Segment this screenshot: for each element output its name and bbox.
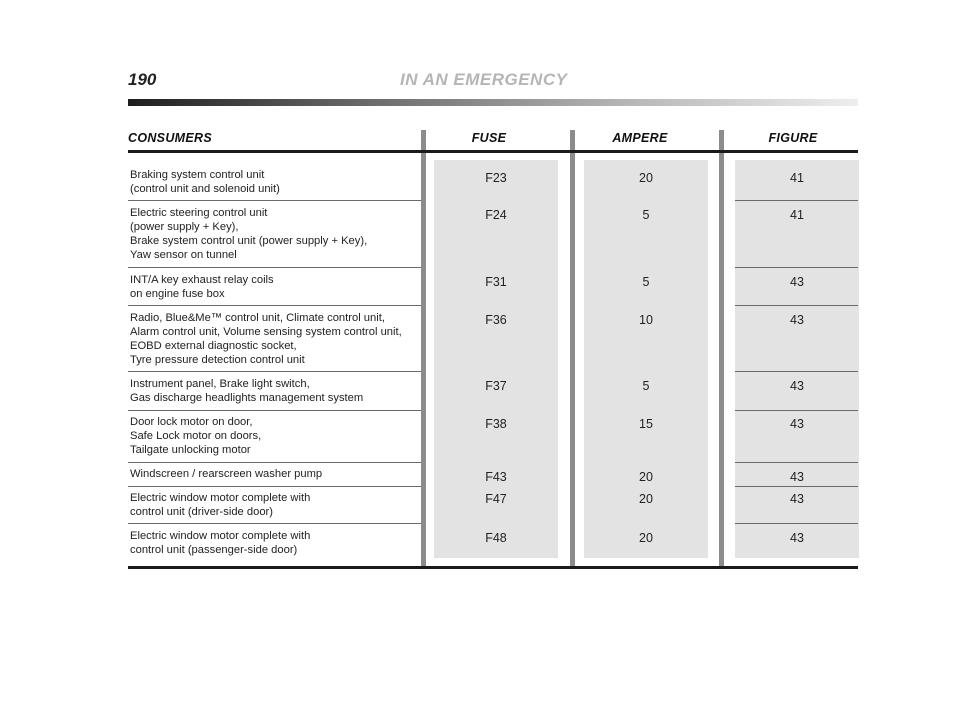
page-number: 190 xyxy=(128,70,157,89)
figure-cell: 41 xyxy=(790,208,804,222)
figure-cell: 43 xyxy=(790,531,804,545)
row-separator xyxy=(735,410,858,411)
fuse-cell: F47 xyxy=(485,492,507,506)
figure-cell: 43 xyxy=(790,379,804,393)
figure-cell: 43 xyxy=(790,492,804,506)
row-separator xyxy=(128,486,421,487)
fuse-cell: F36 xyxy=(485,313,507,327)
figure-cell: 41 xyxy=(790,171,804,185)
row-separator xyxy=(128,371,421,372)
ampere-cell: 10 xyxy=(639,313,653,327)
fuse-column-bar xyxy=(421,130,426,567)
row-separator xyxy=(128,200,421,201)
consumer-cell: Instrument panel, Brake light switch, Gas discharge headlights management system xyxy=(130,378,364,404)
fuse-cell: F24 xyxy=(485,208,507,222)
row-separator xyxy=(735,305,858,306)
row-separator xyxy=(735,200,858,201)
consumer-cell: INT/A key exhaust relay coils on engine fuse box xyxy=(130,274,274,300)
row-separator xyxy=(128,523,421,524)
consumer-cell: Electric window motor complete with control unit (passenger-side door) xyxy=(130,530,311,556)
row-separator xyxy=(128,462,421,463)
row-separator xyxy=(128,267,421,268)
fuse-cell: F31 xyxy=(485,275,507,289)
row-separator xyxy=(735,371,858,372)
figure-cell: 43 xyxy=(790,275,804,289)
consumer-cell: Braking system control unit (control unit and solenoid unit) xyxy=(130,169,280,195)
fuse-cell: F38 xyxy=(485,417,507,431)
ampere-cell: 20 xyxy=(639,470,653,484)
row-separator xyxy=(735,462,858,463)
row-separator xyxy=(128,410,421,411)
ampere-cell: 5 xyxy=(642,208,650,222)
ampere-cell: 20 xyxy=(639,531,653,545)
table-top-rule xyxy=(128,150,858,153)
figure-cell: 43 xyxy=(790,470,804,484)
table-bottom-rule xyxy=(128,566,858,569)
page-title: IN AN EMERGENCY xyxy=(400,70,568,89)
consumer-cell: Electric window motor complete with control unit (driver-side door) xyxy=(130,492,311,518)
ampere-column-bar xyxy=(570,130,575,567)
consumer-cell: Radio, Blue&Me™ control unit, Climate control unit, Alarm control unit, Volume sensing system control unit, EOBD external diagnostic socket, Tyre pressure detection control unit xyxy=(130,312,402,366)
ampere-cell: 5 xyxy=(642,379,650,393)
row-separator xyxy=(735,267,858,268)
fuse-cell: F48 xyxy=(485,531,507,545)
fuse-cell: F43 xyxy=(485,470,507,484)
row-separator xyxy=(128,305,421,306)
ampere-cell: 15 xyxy=(639,417,653,431)
header-ampere: AMPERE xyxy=(612,131,668,145)
row-separator xyxy=(735,523,858,524)
title-rule xyxy=(128,99,858,106)
consumer-cell: Electric steering control unit (power supply + Key), Brake system control unit (power supply + Key), Yaw sensor on tunnel xyxy=(130,207,368,261)
figure-column-bar xyxy=(719,130,724,567)
figure-cell: 43 xyxy=(790,417,804,431)
row-separator xyxy=(735,486,858,487)
header-fuse: FUSE xyxy=(471,131,507,145)
fuse-cell: F37 xyxy=(485,379,507,393)
consumer-cell: Windscreen / rearscreen washer pump xyxy=(130,468,323,480)
ampere-cell: 20 xyxy=(639,492,653,506)
header-figure: FIGURE xyxy=(768,131,818,145)
ampere-cell: 20 xyxy=(639,171,653,185)
ampere-cell: 5 xyxy=(642,275,650,289)
figure-cell: 43 xyxy=(790,313,804,327)
consumer-cell: Door lock motor on door, Safe Lock motor on doors, Tailgate unlocking motor xyxy=(130,416,262,456)
header-consumers: CONSUMERS xyxy=(128,131,212,145)
fuse-cell: F23 xyxy=(485,171,507,185)
